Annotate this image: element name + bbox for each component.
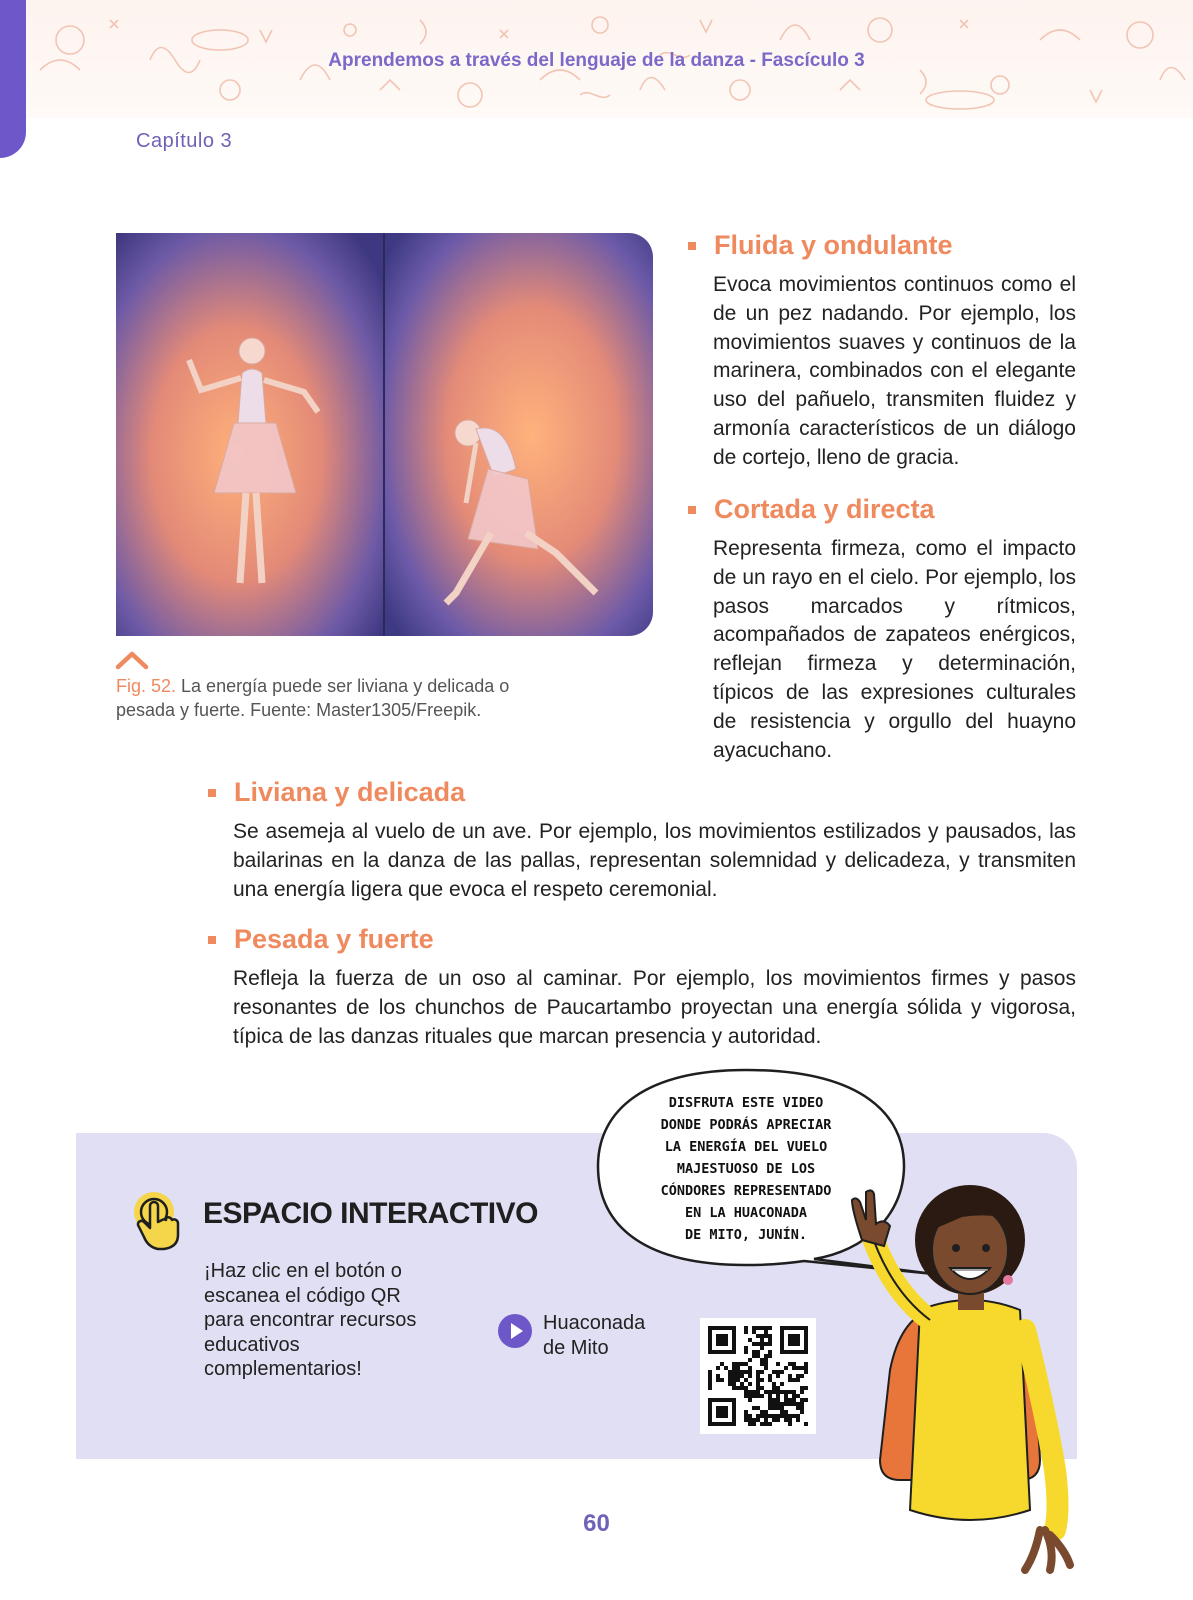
bullet-square-icon	[208, 936, 216, 944]
qr-code[interactable]	[700, 1318, 816, 1434]
section-heading-pesada: Pesada y fuerte	[208, 924, 434, 955]
figure-caption	[116, 674, 556, 722]
figure-number: Fig. 52.	[116, 676, 177, 696]
bullet-square-icon	[688, 506, 696, 514]
tap-hand-icon	[130, 1190, 186, 1261]
chapter-label: Capítulo 3	[136, 130, 233, 152]
figure-caption-text: La energía puede ser liviana y delicada o pesada y fuerte. Fuente: Master1305/Freepik.	[116, 676, 510, 720]
dancers-photo	[116, 233, 653, 636]
chevron-up-icon	[115, 650, 149, 675]
play-button-icon[interactable]	[497, 1313, 533, 1354]
section-text-fluida: Evoca movimientos continuos como el de un pez nadando. Por ejemplo, los movimientos suaves y continuos de la marinera, combinados con el elegante uso del pañuelo, transmiten fluidez y armonía característicos de un diálogo de cortejo, lleno de gracia.	[713, 273, 1076, 469]
page-number: 60	[583, 1510, 610, 1537]
interactive-title: ESPACIO INTERACTIVO	[203, 1197, 538, 1230]
chapter-tab	[0, 0, 26, 158]
section-text-liviana: Se asemeja al vuelo de un ave. Por ejemplo, los movimientos estilizados y pausados, las bailarinas en la danza de las pallas, representan solemnidad y delicadeza, y transmiten una energía ligera que evoca el respeto ceremonial.	[233, 820, 1076, 901]
speech-bubble-text: DISFRUTA ESTE VIDEO DONDE PODRÁS APRECIAR LA ENERGÍA DEL VUELO MAJESTUOSO DE LOS CÓNDORES REPRESENTADO EN LA HUACONADA DE MITO, JUNÍN.	[660, 1095, 832, 1243]
bullet-square-icon	[208, 789, 216, 797]
bullet-square-icon	[688, 242, 696, 250]
section-heading-liviana: Liviana y delicada	[208, 777, 465, 808]
interactive-instructions: ¡Haz clic en el botón o escanea el código QR para encontrar recursos educativos complementarios!	[204, 1260, 417, 1380]
section-text-pesada: Refleja la fuerza de un oso al caminar. Por ejemplo, los movimientos firmes y pasos resonantes de los chunchos de Paucartambo proyectan una energía sólida y vigorosa, típica de las danzas rituales que marcan presencia y autoridad.	[233, 967, 1076, 1048]
section-text-cortada: Representa firmeza, como el impacto de un rayo en el cielo. Por ejemplo, los pasos marcados y rítmicos, acompañados de zapateos enérgicos, reflejan firmeza y determinación, típicos de las expresiones culturales de resistencia y orgullo del huayno ayacuchano.	[713, 537, 1076, 762]
header-title: Aprendemos a través del lenguaje de la danza - Fascículo 3	[328, 50, 865, 71]
section-heading-fluida: Fluida y ondulante	[688, 230, 953, 261]
video-link[interactable]: Huaconada de Mito	[543, 1312, 646, 1359]
section-heading-cortada: Cortada y directa	[688, 494, 935, 525]
